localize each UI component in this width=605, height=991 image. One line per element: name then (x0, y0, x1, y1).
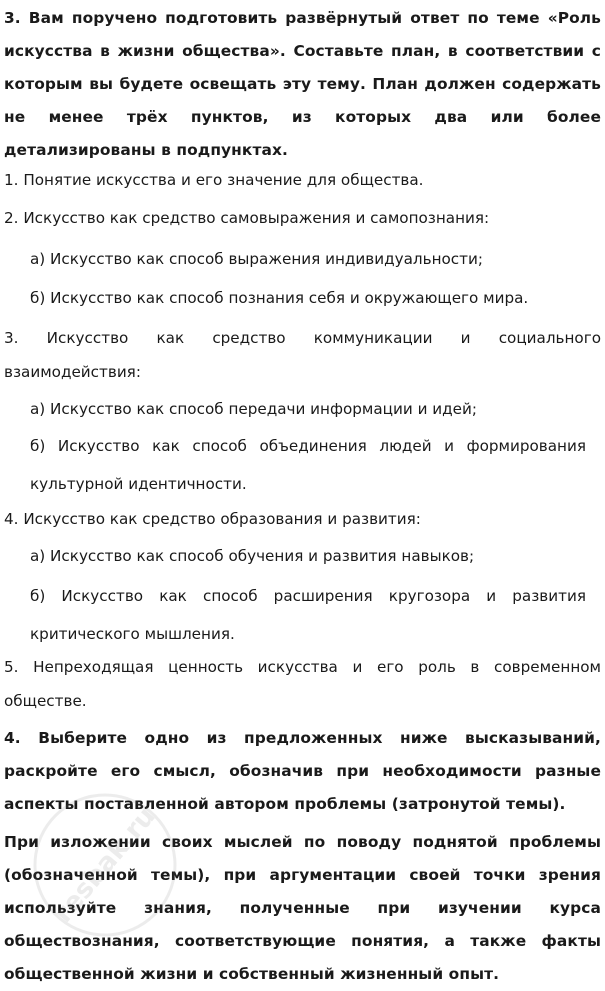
plan-item-4a: а) Искусство как способ обучения и развития навыков; (30, 547, 475, 565)
plan-item-4: 4. Искусство как средство образования и развития: (4, 510, 421, 528)
watermark-text: resbak.ru (48, 801, 162, 929)
plan-item-4b: б) Искусство как способ расширения кругозора и развития критического мышления. (30, 587, 586, 643)
plan-item-3: 3. Искусство как средство коммуникации и социального взаимодействия: (4, 329, 601, 381)
plan-item-1: 1. Понятие искусства и его значение для общества. (4, 171, 424, 189)
plan-item-5: 5. Непреходящая ценность искусства и его роль в современном обществе. (4, 658, 601, 710)
plan-item-3b: б) Искусство как способ объединения людей и формирования культурной идентичности. (30, 437, 586, 493)
task4-heading: 4. Выберите одно из предложенных ниже высказываний, раскройте его смысл, обозначив при необходимости разные аспекты поставленной автором проблемы (затронутой темы). (4, 729, 601, 813)
plan-item-2b: б) Искусство как способ познания себя и окружающего мира. (30, 289, 529, 307)
plan-item-2a: а) Искусство как способ выражения индивидуальности; (30, 250, 483, 268)
task4-instruction: При изложении своих мыслей по поводу поднятой проблемы (обозначенной темы), при аргументации своей точки зрения используйте знания, полученные при изучении курса обществознания, соответствующие понятия, а также факты общественной жизни и собственный жизненный опыт. (4, 833, 601, 983)
plan-item-3a: а) Искусство как способ передачи информации и идей; (30, 400, 477, 418)
task3-heading: 3. Вам поручено подготовить развёрнутый ответ по теме «Роль искусства в жизни общества». Составьте план, в соответствии с которым вы будете освещать эту тему. План должен содержать не менее трёх пунктов, из которых два или более детализированы в подпунктах. (4, 9, 601, 159)
plan-item-2: 2. Искусство как средство самовыражения и самопознания: (4, 209, 490, 227)
